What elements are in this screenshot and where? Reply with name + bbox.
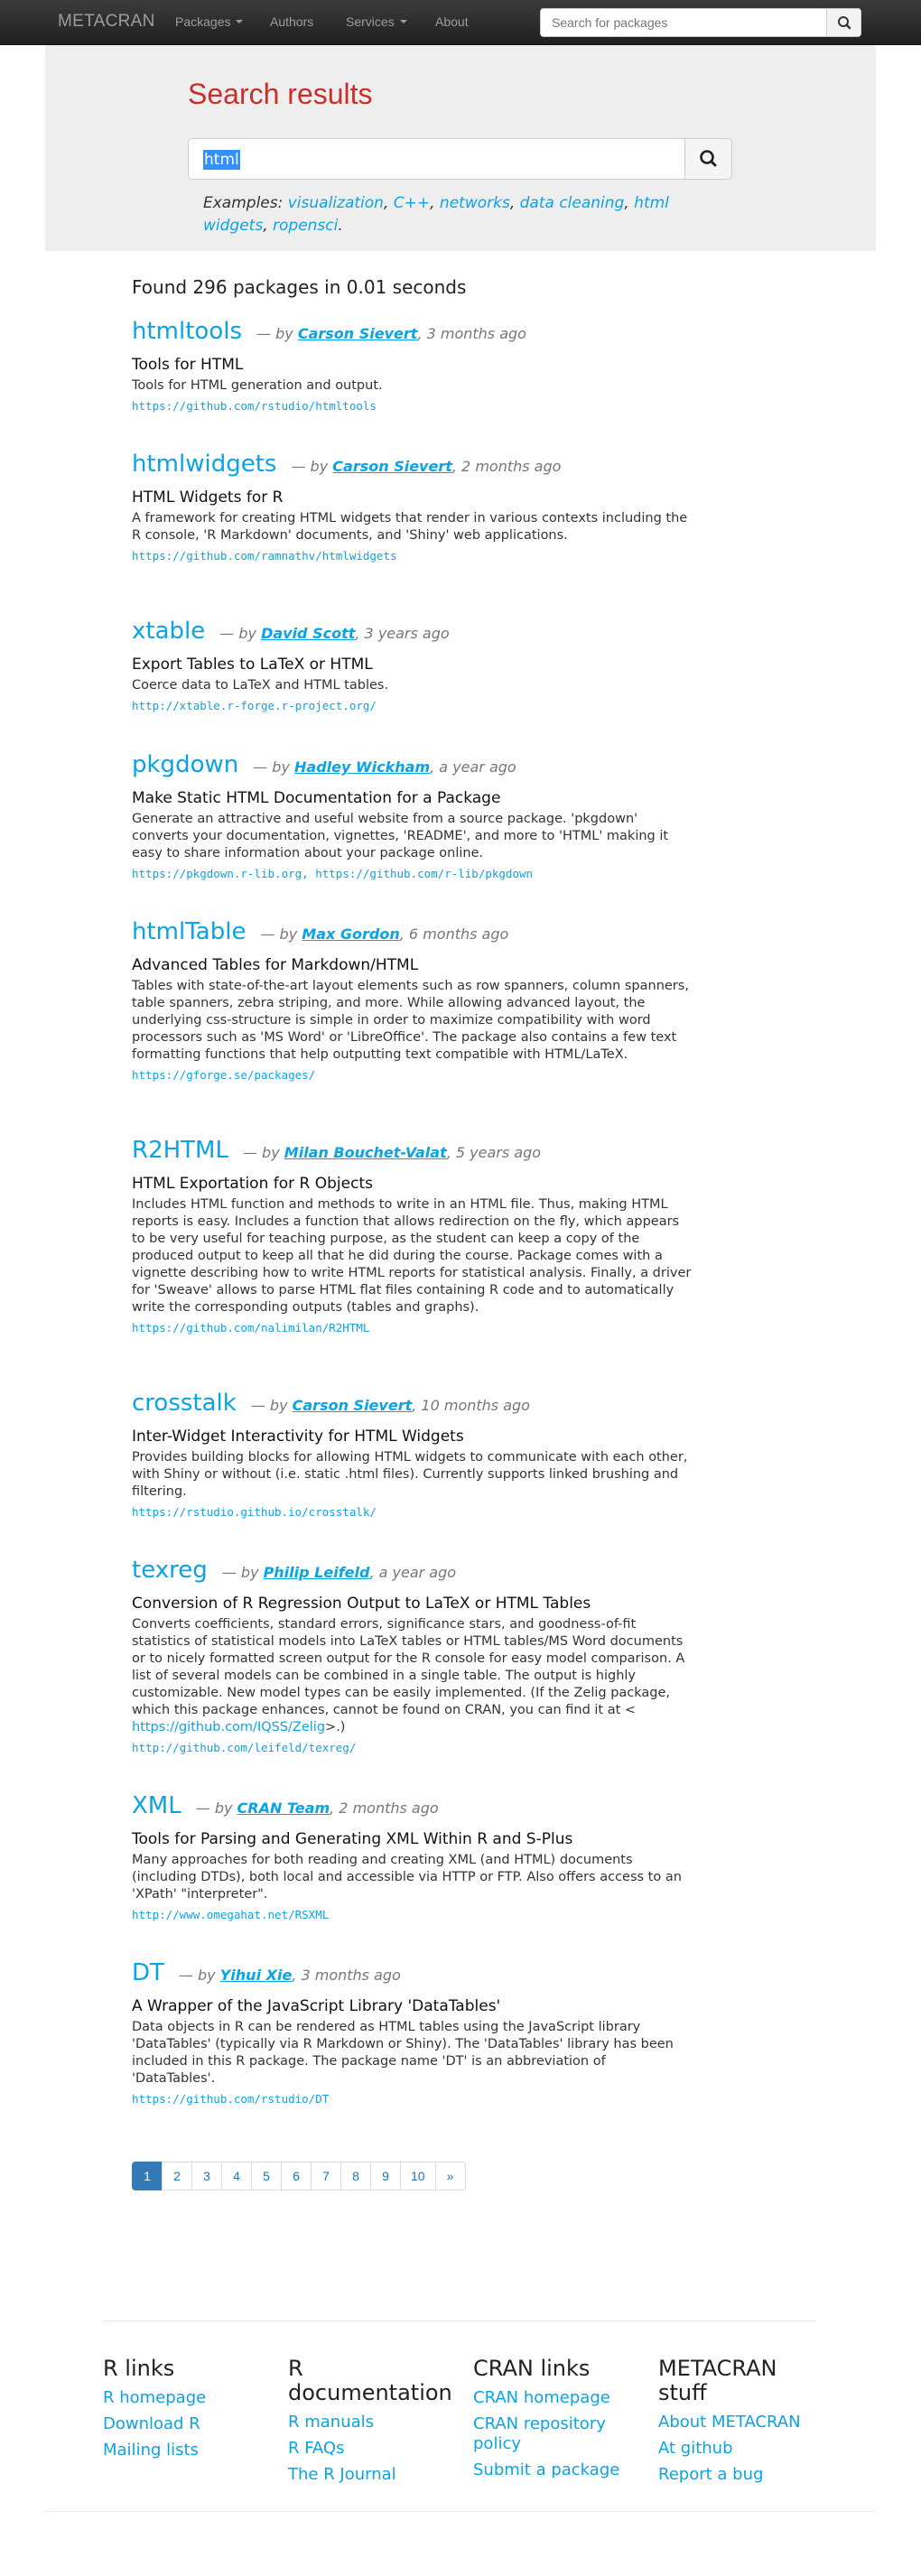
package-name-link[interactable]: htmltools	[132, 318, 243, 345]
package-age: 2 months ago	[461, 458, 562, 475]
package-author-link[interactable]: Carson Sievert	[297, 325, 418, 342]
package-title: Inter-Widget Interactivity for HTML Widgets	[132, 1427, 464, 1446]
package-result-dt	[132, 1959, 701, 2107]
package-title: HTML Widgets for R	[132, 488, 284, 507]
package-urls	[132, 1320, 701, 1336]
package-name-link[interactable]: xtable	[132, 618, 206, 645]
package-description: Generate an attractive and useful website from a source package. 'pkgdown' converts your documentation, vignettes, 'README', and more to 'HTML' making it easy to share information about your package online.	[132, 812, 669, 860]
caret-down-icon	[400, 20, 407, 23]
page-link-5[interactable]: 5	[251, 2162, 282, 2190]
page-link-6[interactable]: 6	[281, 2162, 312, 2190]
example-link-cpp[interactable]: C++	[393, 194, 431, 212]
package-byline: — by CRAN Team, 2 months ago	[195, 1799, 439, 1817]
package-name-link[interactable]: R2HTML	[132, 1137, 228, 1164]
package-title: HTML Exportation for R Objects	[132, 1175, 373, 1193]
package-url-link[interactable]: https://github.com/rstudio/htmltools	[132, 399, 377, 413]
package-url-link[interactable]: https://rstudio.github.io/crosstalk/	[132, 1505, 377, 1519]
footer-column-title: CRAN links	[473, 2356, 591, 2381]
package-author-link[interactable]: Hadley Wickham	[294, 758, 431, 776]
package-title: Conversion of R Regression Output to LaTeX or HTML Tables	[132, 1595, 591, 1613]
example-link-networks[interactable]: networks	[439, 194, 510, 212]
package-name-link[interactable]: htmlwidgets	[132, 451, 277, 478]
footer-column-r-links	[103, 2357, 274, 2467]
package-byline: — by Carson Sievert, 3 months ago	[256, 325, 526, 342]
example-link-ropensci[interactable]: ropensci	[273, 217, 339, 235]
package-title: Advanced Tables for Markdown/HTML	[132, 956, 419, 974]
top-navbar	[0, 0, 921, 45]
example-link-data-cleaning[interactable]: data cleaning	[519, 194, 625, 212]
footer-link-about-metacran[interactable]: About METACRAN	[658, 2413, 801, 2432]
package-author-link[interactable]: Carson Sievert	[292, 1397, 413, 1414]
package-result-htmltable	[132, 918, 701, 1083]
package-age: 5 years ago	[455, 1144, 542, 1161]
package-byline: — by Yihui Xie, 3 months ago	[178, 1967, 401, 1984]
package-description: Tools for HTML generation and output.	[132, 378, 383, 393]
footer-link-report-bug[interactable]: Report a bug	[658, 2465, 764, 2484]
package-title: Make Static HTML Documentation for a Package	[132, 789, 501, 807]
package-author-link[interactable]: Yihui Xie	[219, 1967, 293, 1984]
package-name-link[interactable]: XML	[132, 1792, 181, 1819]
package-description: Provides building blocks for allowing HTML widgets to communicate with each other, with Shiny or without (i.e. static .html files). Currently supports linked brushing and filtering.	[132, 1450, 688, 1499]
package-author-link[interactable]: Carson Sievert	[332, 458, 452, 475]
description-link[interactable]: https://github.com/IQSS/Zelig	[132, 1720, 326, 1734]
package-url-link[interactable]: https://github.com/ramnathv/htmlwidgets	[132, 549, 397, 563]
package-author-link[interactable]: CRAN Team	[237, 1799, 330, 1817]
search-hero	[45, 45, 876, 251]
main-search-input[interactable]	[189, 139, 684, 179]
search-icon	[827, 9, 861, 36]
package-byline: — by Milan Bouchet-Valat, 5 years ago	[242, 1144, 542, 1161]
package-url-link[interactable]: https://github.com/r-lib/pkgdown	[315, 867, 534, 880]
package-url-link[interactable]: https://gforge.se/packages/	[132, 1068, 316, 1082]
package-url-link[interactable]: https://github.com/nalimilan/R2HTML	[132, 1321, 370, 1334]
package-title: Export Tables to LaTeX or HTML	[132, 656, 373, 674]
package-url-link[interactable]: http://github.com/leifeld/texreg/	[132, 1741, 357, 1754]
package-author-link[interactable]: Max Gordon	[302, 925, 400, 943]
package-name-link[interactable]: texreg	[132, 1557, 208, 1584]
package-byline: — by Hadley Wickham, a year ago	[253, 758, 516, 776]
navbar-search	[540, 8, 861, 37]
package-byline: — by Max Gordon, 6 months ago	[260, 925, 509, 943]
nav-item-label: About	[435, 14, 469, 29]
package-description: Many approaches for both reading and creating XML (and HTML) documents (including DTDs), both local and accessible via HTTP or FTP. Also offers access to an 'XPath' "interpreter".	[132, 1853, 682, 1902]
package-url-link[interactable]: https://pkgdown.r-lib.org	[132, 867, 302, 880]
footer-link-submit-package[interactable]: Submit a package	[473, 2460, 620, 2479]
nav-item-services[interactable]	[346, 14, 407, 29]
search-examples: Examples: visualization, C++, networks, data cleaning, html widgets, ropensci.	[203, 194, 669, 235]
page-link-9[interactable]: 9	[370, 2162, 401, 2190]
footer-link-cran-homepage[interactable]: CRAN homepage	[473, 2388, 610, 2407]
examples-label: Examples:	[203, 194, 284, 212]
package-author-link[interactable]: David Scott	[261, 625, 356, 642]
footer-link-r-journal[interactable]: The R Journal	[288, 2465, 396, 2484]
footer-bottom-divider	[45, 2511, 876, 2512]
main-search-button[interactable]	[684, 139, 731, 179]
page-link-10[interactable]: 10	[400, 2162, 436, 2190]
package-result-crosstalk	[132, 1390, 701, 1520]
package-age: a year ago	[378, 1564, 457, 1581]
nav-item-label: Authors	[270, 14, 314, 29]
package-url-link[interactable]: http://www.omegahat.net/RSXML	[132, 1908, 330, 1921]
search-icon	[685, 139, 732, 179]
package-age: 10 months ago	[421, 1397, 530, 1414]
footer-link-at-github[interactable]: At github	[658, 2439, 733, 2458]
footer-column-r-documentation	[288, 2357, 460, 2491]
package-result-texreg	[132, 1557, 701, 1756]
pagination	[132, 2162, 466, 2190]
package-url-link[interactable]: https://github.com/rstudio/DT	[132, 2092, 330, 2106]
nav-item-label: Services	[346, 14, 395, 29]
page-next-button[interactable]: »	[435, 2162, 466, 2190]
page-link-4[interactable]: 4	[221, 2162, 252, 2190]
package-title: A Wrapper of the JavaScript Library 'DataTables'	[132, 1997, 501, 2015]
package-name-link[interactable]: crosstalk	[132, 1390, 237, 1417]
package-result-pkgdown	[132, 751, 701, 882]
package-age: 2 months ago	[339, 1799, 439, 1817]
package-description: Coerce data to LaTeX and HTML tables.	[132, 678, 389, 693]
package-urls	[132, 2091, 701, 2107]
example-link-html-widgets[interactable]: html widgets	[203, 194, 669, 235]
page-link-1[interactable]: 1	[132, 2162, 163, 2190]
package-urls	[132, 1740, 701, 1756]
package-byline: — by Carson Sievert, 10 months ago	[250, 1397, 530, 1414]
navbar-search-button[interactable]	[826, 9, 861, 36]
package-description: Includes HTML function and methods to write in an HTML file. Thus, making HTML reports is easy. Includes a function that allows redirection on the fly, which appears to be very useful for teaching purpose, as the student can keep a copy of the produced output to keep all that he did during the course. Package comes with a vignette describing how to write HTML reports for statistical analysis. Finally, a driver for 'Sweave' allows to parse HTML flat files containing R code and to automatically write the corresponding outputs (tables and graphs).	[132, 1197, 692, 1315]
footer-column-cran-links	[473, 2357, 645, 2487]
package-age: 3 months ago	[301, 1967, 401, 1984]
footer-link-r-faqs[interactable]: R FAQs	[288, 2439, 345, 2458]
nav-item-authors[interactable]	[270, 14, 313, 29]
package-urls	[132, 398, 701, 414]
package-urls	[132, 1067, 701, 1083]
footer-column-title: METACRAN stuff	[658, 2356, 777, 2405]
package-byline: — by David Scott, 3 years ago	[219, 625, 450, 642]
nav-item-label: Packages	[175, 14, 231, 29]
page-link-7[interactable]: 7	[311, 2162, 341, 2190]
footer-link-mailing-lists[interactable]: Mailing lists	[103, 2441, 199, 2460]
results-summary: Found 296 packages in 0.01 seconds	[132, 276, 467, 298]
package-byline: — by Philip Leifeld, a year ago	[221, 1564, 457, 1581]
package-author-link[interactable]: Philip Leifeld	[263, 1564, 370, 1581]
package-result-r2html	[132, 1137, 701, 1336]
package-title: Tools for HTML	[132, 356, 244, 374]
package-description: Converts coefficients, standard errors, significance stars, and goodness-of-fit statistics of statistical models into LaTeX tables or HTML tables/MS Word documents or to nicely formatted screen output for the R console for easy model comparison. A list of several models can be combined in a single table. The output is highly customizable. New model types can be easily implemented. (If the Zelig package, which this package enhances, cannot be found on CRAN, you can find it at < https://github.com/IQSS/Zelig>.)	[132, 1617, 685, 1734]
package-age: 3 months ago	[426, 325, 526, 342]
package-age: 3 years ago	[364, 625, 450, 642]
package-urls	[132, 548, 701, 564]
navbar-search-input[interactable]	[541, 9, 826, 36]
package-urls	[132, 1907, 701, 1923]
package-url-link[interactable]: http://xtable.r-forge.r-project.org/	[132, 699, 377, 712]
footer-column-metacran-stuff	[658, 2357, 830, 2491]
caret-down-icon	[236, 20, 243, 23]
search-query-selection: html	[204, 151, 239, 169]
example-link-visualization[interactable]: visualization	[287, 194, 384, 212]
footer-link-download-r[interactable]: Download R	[103, 2414, 200, 2433]
footer-link-cran-repository-policy[interactable]: CRAN repository policy	[473, 2414, 606, 2453]
package-urls	[132, 698, 701, 714]
package-urls	[132, 1504, 701, 1520]
package-urls: https://pkgdown.r-lib.org, https://github.com/r-lib/pkgdown	[132, 867, 534, 880]
package-result-htmlwidgets	[132, 451, 701, 564]
page-title: Search results	[188, 78, 373, 110]
package-author-link[interactable]: Milan Bouchet-Valat	[284, 1144, 447, 1161]
nav-item-packages[interactable]	[175, 14, 243, 29]
package-result-htmltools	[132, 318, 701, 414]
footer-link-r-manuals[interactable]: R manuals	[288, 2413, 375, 2432]
package-name-link[interactable]: htmlTable	[132, 918, 247, 945]
nav-item-about[interactable]	[435, 14, 469, 29]
main-search	[188, 138, 732, 180]
package-result-xtable	[132, 618, 701, 714]
footer-column-title: R documentation	[288, 2356, 452, 2405]
page-link-3[interactable]: 3	[191, 2162, 222, 2190]
package-name-link[interactable]: DT	[132, 1959, 164, 1986]
page-link-8[interactable]: 8	[340, 2162, 371, 2190]
package-result-xml	[132, 1792, 701, 1923]
footer-column-title: R links	[103, 2356, 175, 2381]
page-link-2[interactable]: 2	[162, 2162, 192, 2190]
package-byline: — by Carson Sievert, 2 months ago	[291, 458, 562, 475]
footer-divider	[103, 2320, 816, 2321]
brand-logo[interactable]: METACRAN	[58, 12, 155, 31]
package-description: A framework for creating HTML widgets that render in various contexts including the R console, 'R Markdown' documents, and 'Shiny' web applications.	[132, 511, 688, 543]
package-age: a year ago	[439, 758, 516, 776]
package-age: 6 months ago	[408, 925, 509, 943]
package-name-link[interactable]: pkgdown	[132, 751, 239, 778]
package-description: Data objects in R can be rendered as HTML tables using the JavaScript library 'DataTables' (typically via R Markdown or Shiny). The 'DataTables' library has been included in this R package. The package name 'DT' is an abbreviation of 'DataTables'.	[132, 2020, 674, 2086]
package-description: Tables with state-of-the-art layout elements such as row spanners, column spanners, table spanners, zebra striping, and more. While allowing advanced layout, the underlying css-structure is simple in order to maximize compatibility with word processors such as 'MS Word' or 'LibreOffice'. The package also contains a few text formatting functions that help outputting text compatible with HTML/LaTeX.	[132, 979, 689, 1062]
package-title: Tools for Parsing and Generating XML Within R and S-Plus	[132, 1830, 573, 1848]
footer-link-r-homepage[interactable]: R homepage	[103, 2388, 207, 2407]
